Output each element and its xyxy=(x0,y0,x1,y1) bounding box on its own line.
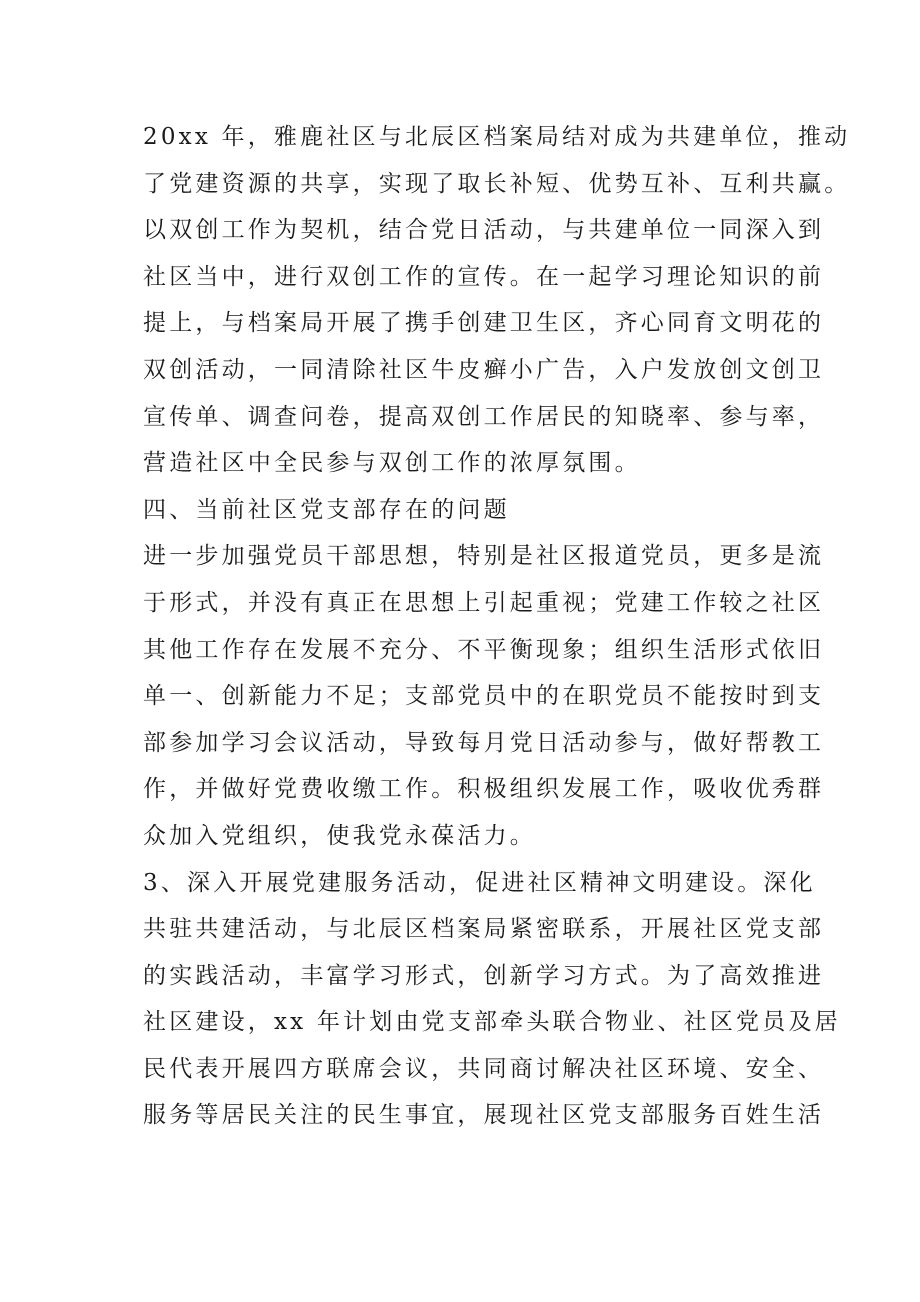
text-line: 提上，与档案局开展了携手创建卫生区，齐心同育文明花的 xyxy=(143,310,825,337)
text-line: 单一、创新能力不足；支部党员中的在职党员不能按时到支 xyxy=(143,683,825,710)
text-line: 了党建资源的共享，实现了取长补短、优势互补、互利共赢。 xyxy=(143,170,851,197)
text-line: 部参加学习会议活动，导致每月党日活动参与，做好帮教工 xyxy=(143,729,825,756)
text-line: 共驻共建活动，与北辰区档案局紧密联系，开展社区党支部 xyxy=(143,916,825,943)
text-line: 其他工作存在发展不充分、不平衡现象；组织生活形式依旧 xyxy=(143,636,825,663)
text-line: 以双创工作为契机，结合党日活动，与共建单位一同深入到 xyxy=(143,217,825,244)
document-body xyxy=(143,114,851,1139)
section-heading: 四、当前社区党支部存在的问题 xyxy=(143,496,510,523)
text-line: 社区建设，xx 年计划由党支部牵头联合物业、社区党员及居 xyxy=(143,1009,841,1036)
text-line: 的实践活动，丰富学习形式，创新学习方式。为了高效推进 xyxy=(143,962,825,989)
text-line: 进一步加强党员干部思想，特别是社区报道党员，更多是流 xyxy=(143,543,825,570)
text-line: 宣传单、调查问卷，提高双创工作居民的知晓率、参与率， xyxy=(143,403,825,430)
text-line: 20xx 年，雅鹿社区与北辰区档案局结对成为共建单位，推动 xyxy=(143,124,851,150)
text-line: 服务等居民关注的民生事宜，展现社区党支部服务百姓生活 xyxy=(143,1102,825,1129)
text-line: 社区当中，进行双创工作的宣传。在一起学习理论知识的前 xyxy=(143,263,825,290)
text-line: 3、深入开展党建服务活动，促进社区精神文明建设。深化 xyxy=(143,869,816,896)
text-line: 民代表开展四方联席会议，共同商讨解决社区环境、安全、 xyxy=(143,1055,825,1082)
text-line: 营造社区中全民参与双创工作的浓厚氛围。 xyxy=(143,450,641,477)
text-line: 作，并做好党费收缴工作。积极组织发展工作，吸收优秀群 xyxy=(143,776,825,803)
text-line: 于形式，并没有真正在思想上引起重视；党建工作较之社区 xyxy=(143,589,825,616)
text-line: 双创活动，一同清除社区牛皮癣小广告，入户发放创文创卫 xyxy=(143,356,825,383)
text-line: 众加入党组织，使我党永葆活力。 xyxy=(143,822,536,849)
